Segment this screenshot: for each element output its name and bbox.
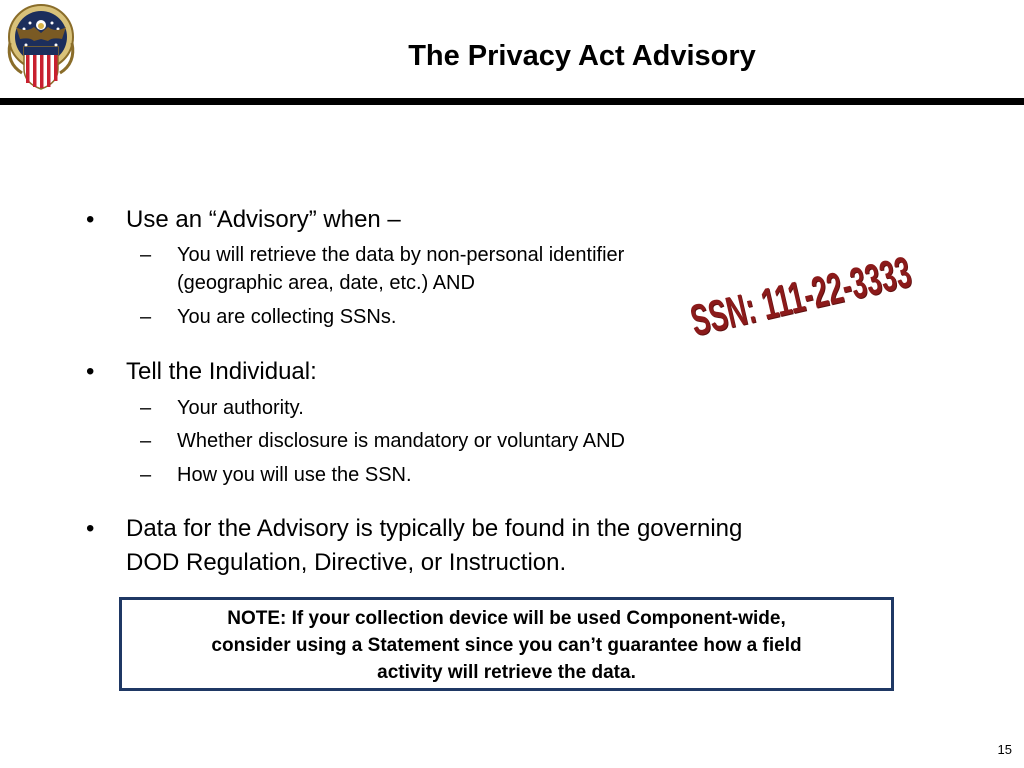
note-line-2: consider using a Statement since you can’t guarantee how a field (211, 635, 802, 656)
dash-symbol: – (140, 244, 152, 266)
dash-symbol: – (140, 430, 152, 452)
sub-text: Your authority. (177, 397, 304, 419)
bullet-text: Use an “Advisory” when – (126, 206, 401, 233)
sub-text: You will retrieve the data by non-personal identifier (177, 244, 625, 266)
title-divider (0, 98, 1024, 105)
eagle-shield-seal-icon (4, 3, 78, 91)
note-line-1 (122, 605, 891, 632)
note-text: : If your collection device will be used Component-wide, (280, 608, 786, 629)
bullet-text: DOD Regulation, Directive, or Instruction. (126, 549, 567, 576)
sub-text: You are collecting SSNs. (177, 306, 397, 328)
note-box (119, 597, 894, 691)
bullet-symbol: • (86, 515, 95, 542)
dash-symbol: – (140, 306, 152, 328)
dash-symbol: – (140, 397, 152, 419)
ssn-stamp: SSN: 111-22-3333 (686, 247, 916, 346)
page-number: 15 (997, 742, 1012, 757)
dash-symbol: – (140, 464, 152, 486)
sub-text: (geographic area, date, etc.) AND (177, 272, 475, 294)
note-label: NOTE (227, 608, 281, 629)
bullet-text: Tell the Individual: (126, 358, 317, 385)
sub-text: How you will use the SSN. (177, 464, 412, 486)
slide-title: The Privacy Act Advisory (408, 40, 756, 72)
bullet-symbol: • (86, 206, 95, 233)
bullet-text: Data for the Advisory is typically be found in the governing (126, 515, 743, 542)
note-line-3: activity will retrieve the data. (377, 662, 636, 683)
bullet-symbol: • (86, 358, 95, 385)
sub-text: Whether disclosure is mandatory or voluntary AND (177, 430, 625, 452)
